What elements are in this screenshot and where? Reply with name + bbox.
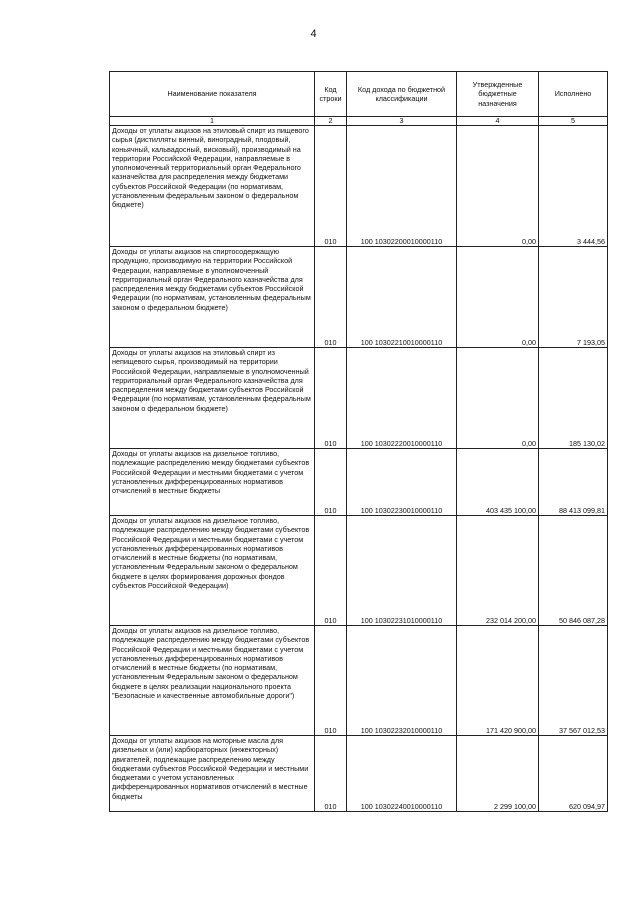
row-name: Доходы от уплаты акцизов на спиртосодержащую продукцию, производимую на территории Российской Федерации, направляемые в уполномоченный территориальный орган Федерального казначейства для распределения между бюджетами субъектов Российской Федерации (по нормативам, установленным федеральным законом о федеральном бюджете) (110, 247, 315, 348)
row-executed: 185 130,02 (539, 348, 608, 449)
table-row (110, 126, 608, 247)
row-executed: 620 094,97 (539, 736, 608, 812)
table-row (110, 516, 608, 626)
table-row (110, 626, 608, 736)
row-code: 010 (315, 516, 347, 626)
table-row (110, 736, 608, 812)
row-executed: 50 846 087,28 (539, 516, 608, 626)
row-executed: 3 444,56 (539, 126, 608, 247)
row-code: 010 (315, 126, 347, 247)
col-number: 4 (457, 117, 539, 126)
col-number: 2 (315, 117, 347, 126)
row-name: Доходы от уплаты акцизов на дизельное топливо, подлежащие распределению между бюджетами субъектов Российской Федерации и местными бюджетами с учетом установленных дифференцированных нормативов отчислений в местные бюджеты (110, 449, 315, 516)
header-executed: Исполнено (539, 72, 608, 117)
row-name: Доходы от уплаты акцизов на дизельное топливо, подлежащие распределению между бюджетами субъектов Российской Федерации и местными бюджетами с учетом установленных дифференцированных нормативов отчислений в местные бюджеты (по нормативам, установленным Федеральным законом о федеральном бюджете в целях формирования дорожных фондов субъектов Российской Федерации) (110, 516, 315, 626)
row-name: Доходы от уплаты акцизов на дизельное топливо, подлежащие распределению между бюджетами субъектов Российской Федерации и местными бюджетами с учетом установленных дифференцированных нормативов отчислений в местные бюджеты (по нормативам, установленным Федеральным законом о федеральном бюджете в целях реализации национального проекта "Безопасные и качественные автомобильные дороги") (110, 626, 315, 736)
row-name: Доходы от уплаты акцизов на этиловый спирт из пищевого сырья (дистилляты винный, виноградный, плодовый, коньячный, кальвадосный, висковый), производимый на территории Российской Федерации, направляемые в уполномоченный территориальный орган Федерального казначейства для распределения между бюджетами субъектов Российской Федерации (по нормативам, установленным федеральным законом о федеральном бюджете) (110, 126, 315, 247)
row-approved: 232 014 200,00 (457, 516, 539, 626)
row-code: 010 (315, 449, 347, 516)
row-bk-code: 100 10302231010000110 (347, 516, 457, 626)
row-approved: 0,00 (457, 348, 539, 449)
row-approved: 2 299 100,00 (457, 736, 539, 812)
row-approved: 0,00 (457, 247, 539, 348)
col-number: 3 (347, 117, 457, 126)
header-bk: Код дохода по бюджетной классификации (347, 72, 457, 117)
table-row (110, 348, 608, 449)
col-number: 1 (110, 117, 315, 126)
header-code: Код строки (315, 72, 347, 117)
row-approved: 171 420 900,00 (457, 626, 539, 736)
row-approved: 403 435 100,00 (457, 449, 539, 516)
row-bk-code: 100 10302200010000110 (347, 126, 457, 247)
row-bk-code: 100 10302210010000110 (347, 247, 457, 348)
row-executed: 37 567 012,53 (539, 626, 608, 736)
row-bk-code: 100 10302230010000110 (347, 449, 457, 516)
row-code: 010 (315, 247, 347, 348)
row-name: Доходы от уплаты акцизов на этиловый спирт из непищевого сырья, производимый на территории Российской Федерации, направляемые в уполномоченный территориальный орган Федерального казначейства для распределения между бюджетами субъектов Российской Федерации (по нормативам, установленным федеральным законом о федеральном бюджете) (110, 348, 315, 449)
col-number: 5 (539, 117, 608, 126)
revenue-table (109, 71, 608, 812)
column-number-row (110, 117, 608, 126)
row-code: 010 (315, 626, 347, 736)
row-bk-code: 100 10302232010000110 (347, 626, 457, 736)
row-bk-code: 100 10302240010000110 (347, 736, 457, 812)
row-approved: 0,00 (457, 126, 539, 247)
table-row (110, 247, 608, 348)
row-bk-code: 100 10302220010000110 (347, 348, 457, 449)
row-executed: 88 413 099,81 (539, 449, 608, 516)
header-row (110, 72, 608, 117)
page-number: 4 (310, 28, 317, 40)
table-row (110, 449, 608, 516)
row-name: Доходы от уплаты акцизов на моторные масла для дизельных и (или) карбюраторных (инжекторных) двигателей, подлежащие распределению между бюджетами субъектов Российской Федерации и местными бюджетами с учетом установленных дифференцированных нормативов отчислений в местные бюджеты (110, 736, 315, 812)
header-approved: Утвержденные бюджетные назначения (457, 72, 539, 117)
row-executed: 7 193,05 (539, 247, 608, 348)
row-code: 010 (315, 348, 347, 449)
row-code: 010 (315, 736, 347, 812)
header-name: Наименование показателя (110, 72, 315, 117)
